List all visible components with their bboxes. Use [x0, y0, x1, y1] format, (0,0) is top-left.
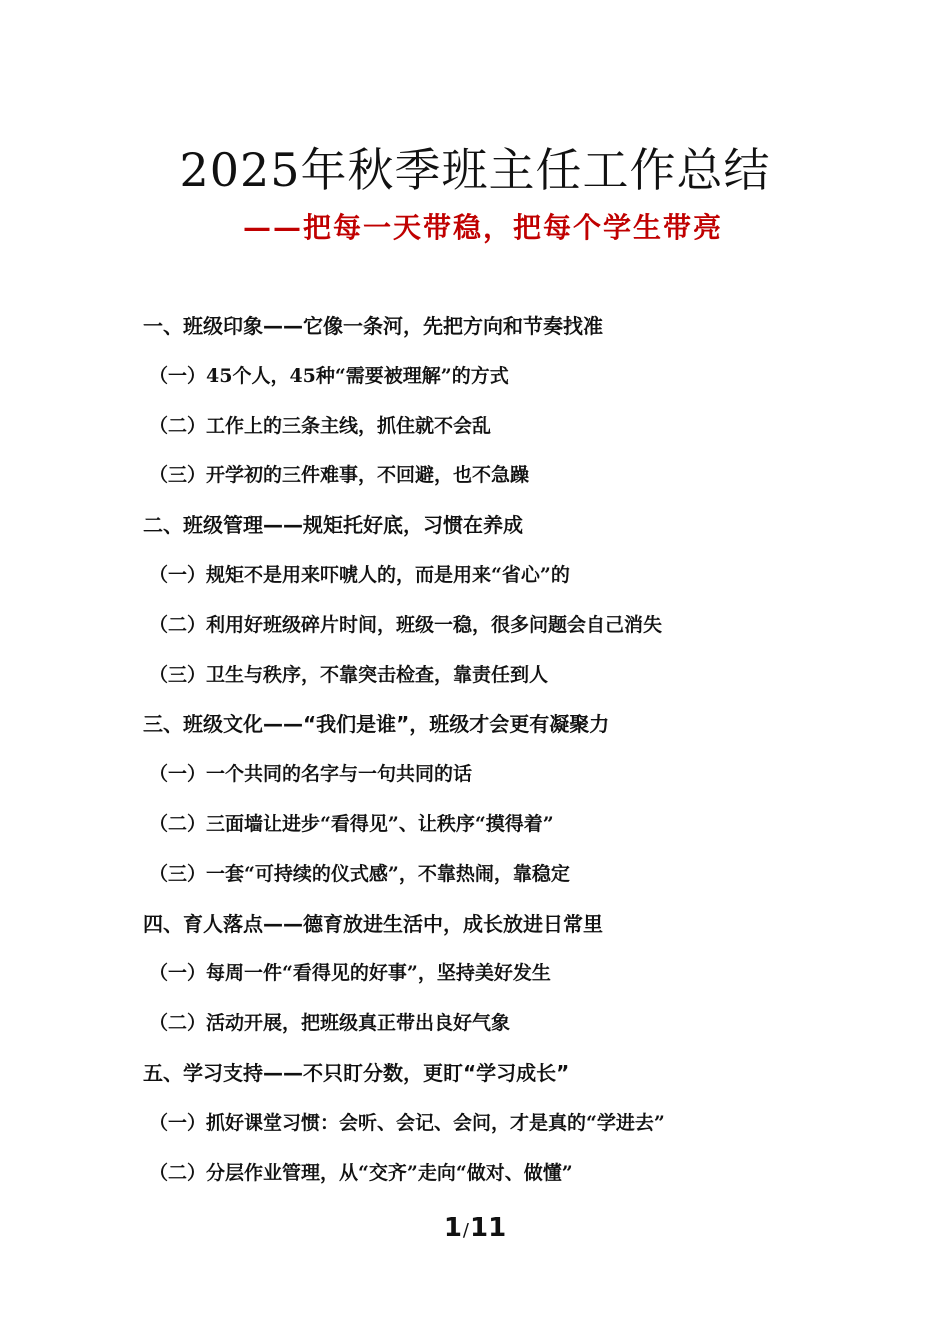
subsection-heading: （一）抓好课堂习惯：会听、会记、会问，才是真的“学进去” [149, 1111, 665, 1134]
subsection-heading: （二）活动开展，把班级真正带出良好气象 [149, 1012, 511, 1035]
page-total: 11 [469, 1213, 507, 1243]
subsection-heading: （三）一套“可持续的仪式感”，不靠热闹，靠稳定 [149, 862, 570, 885]
section-heading: 一、班级印象——它像一条河，先把方向和节奏找准 [143, 314, 603, 338]
page-separator: / [462, 1220, 469, 1241]
subsection-heading: （二）利用好班级碎片时间，班级一稳，很多问题会自己消失 [149, 613, 663, 636]
subsection-heading: （一）45个人，45种“需要被理解”的方式 [149, 364, 509, 387]
subsection-heading: （一）一个共同的名字与一句共同的话 [149, 763, 473, 786]
section-heading: 三、班级文化——“我们是谁”，班级才会更有凝聚力 [143, 712, 610, 737]
subsection-heading: （二）工作上的三条主线，抓住就不会乱 [149, 414, 492, 437]
subsection-heading: （二）三面墙让进步“看得见”、让秩序“摸得着” [149, 812, 554, 835]
subsection-heading: （一）规矩不是用来吓唬人的，而是用来“省心”的 [149, 563, 570, 586]
section-heading: 五、学习支持——不只盯分数，更盯“学习成长” [143, 1060, 570, 1085]
section-heading: 四、育人落点——德育放进生活中，成长放进日常里 [143, 911, 603, 936]
page-current: 1 [443, 1213, 462, 1243]
subsection-heading: （三）卫生与秩序，不靠突击检查，靠责任到人 [149, 663, 549, 686]
page-number [0, 1208, 950, 1251]
subsection-heading: （一）每周一件“看得见的好事”，坚持美好发生 [149, 962, 551, 985]
section-heading: 二、班级管理——规矩托好底，习惯在养成 [143, 513, 523, 538]
document-title: 2025年秋季班主任工作总结 [179, 143, 771, 197]
subsection-heading: （三）开学初的三件难事，不回避，也不急躁 [149, 464, 530, 487]
subsection-heading: （二）分层作业管理，从“交齐”走向“做对、做懂” [149, 1161, 573, 1184]
table-of-contents [143, 304, 863, 1200]
document-subtitle: ——把每一天带稳，把每个学生带亮 [243, 211, 724, 244]
